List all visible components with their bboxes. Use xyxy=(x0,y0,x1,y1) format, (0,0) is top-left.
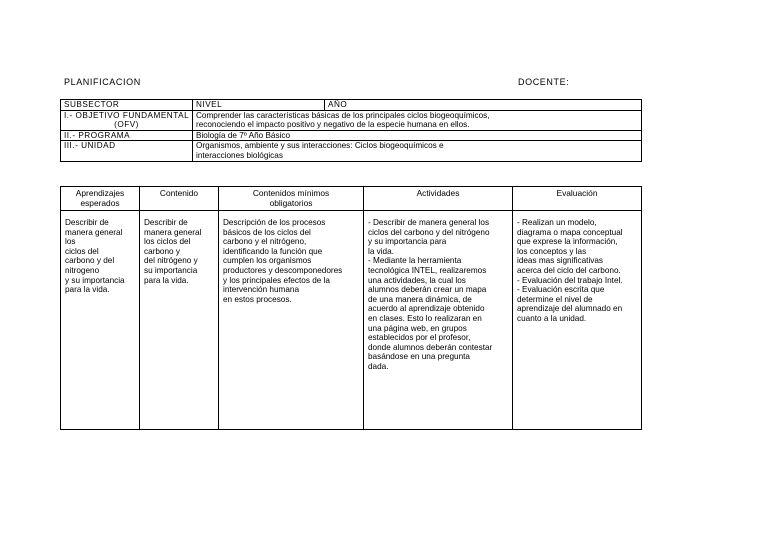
document-title: PLANIFICACION xyxy=(64,77,141,87)
objetivo-text-line1: Comprender las características básicas de los principales ciclos biogeoquímicos, xyxy=(196,110,490,120)
text-line: la vida. xyxy=(368,246,394,256)
text-line: manera general xyxy=(144,227,202,237)
info-row-subsector xyxy=(61,100,642,111)
text-line: diagrama o mapa conceptual xyxy=(517,227,623,237)
text-line: básicos de los ciclos del xyxy=(223,227,311,237)
text-line: manera general xyxy=(65,227,123,237)
objetivo-label-line1: I.- OBJETIVO FUNDAMENTAL xyxy=(64,110,190,120)
info-row-programa xyxy=(61,130,642,141)
unidad-text-line1: Organismos, ambiente y sus interacciones: Ciclos biogeoquímicos e xyxy=(196,141,444,151)
planning-header-row xyxy=(61,187,642,211)
header-line: Evaluación xyxy=(556,188,598,198)
text-line: cumplen los organismos xyxy=(223,256,312,266)
text-line: establecidos por el profesor, xyxy=(368,333,471,343)
text-line: carbono y del xyxy=(65,256,115,266)
header-evaluacion xyxy=(513,187,642,211)
text-line: identificando la función que xyxy=(223,246,323,256)
header-actividades xyxy=(364,187,513,211)
anio-cell: AÑO xyxy=(325,100,642,111)
text-line: para la vida. xyxy=(65,285,110,295)
text-line: carbono y xyxy=(144,246,180,256)
text-line: los ciclos del xyxy=(144,237,191,247)
text-line: tecnológica INTEL, realizaremos xyxy=(368,265,487,275)
info-row-unidad xyxy=(61,141,642,161)
text-line: ciclos del carbono y del nitrógeno xyxy=(368,227,490,237)
planning-table xyxy=(60,186,642,430)
info-row-objetivo xyxy=(61,110,642,130)
text-line: en clases. Esto lo realizaran en xyxy=(368,313,482,323)
cell-contenidos-minimos xyxy=(219,211,364,430)
text-line: y su importancia xyxy=(65,275,125,285)
text-line: nitrogeno xyxy=(65,265,100,275)
nivel-cell: NIVEL xyxy=(193,100,325,111)
text-line: dada. xyxy=(368,361,389,371)
text-line: carbono y el nitrógeno, xyxy=(223,237,307,247)
text-line: en estos procesos. xyxy=(223,294,292,304)
text-line: del nitrógeno y xyxy=(144,256,198,266)
cell-aprendizajes xyxy=(61,211,140,430)
header-line: Contenido xyxy=(159,188,199,198)
text-line: - Evaluación escrita que xyxy=(517,285,605,295)
text-line: ciclos del xyxy=(65,246,99,256)
text-line: - Evaluación del trabajo Intel. xyxy=(517,275,623,285)
unidad-label: III.- UNIDAD xyxy=(61,141,193,161)
text-line: los xyxy=(65,237,76,247)
text-line: ideas mas significativas xyxy=(517,256,604,266)
subsector-cell: SUBSECTOR xyxy=(61,100,193,111)
text-line: intervención humana xyxy=(223,285,300,295)
text-line: determine el nivel de xyxy=(517,294,593,304)
header-line: Actividades xyxy=(416,188,460,198)
text-line: aprendizaje del alumnado en xyxy=(517,304,623,314)
text-line: alumnos deberán crear un mapa xyxy=(368,285,487,295)
cell-evaluacion xyxy=(513,211,642,430)
text-line: basándose en una pregunta xyxy=(368,352,470,362)
programa-text: Biología de 7º Año Básico xyxy=(193,130,642,141)
text-line: donde alumnos deberán contestar xyxy=(368,342,493,352)
text-line: que exprese la información, xyxy=(517,237,618,247)
text-line: acerca del ciclo del carbono. xyxy=(517,265,621,275)
planning-body-row xyxy=(61,211,642,430)
text-line: acuerdo al aprendizaje obtenido xyxy=(368,304,485,314)
text-line: cuanto a la unidad. xyxy=(517,313,587,323)
docente-label: DOCENTE: xyxy=(518,77,570,87)
info-table xyxy=(60,99,642,162)
objetivo-text-line2: reconociendo el impacto positivo y negativo de la especie humana en ellos. xyxy=(196,120,470,130)
header-aprendizajes xyxy=(61,187,140,211)
text-line: una actividades, la cual los xyxy=(368,275,466,285)
text-line: para la vida. xyxy=(144,275,189,285)
cell-actividades xyxy=(364,211,513,430)
text-line: su importancia xyxy=(144,265,198,275)
objetivo-label-line2: (OFV) xyxy=(114,120,139,130)
text-line: y su importancia para xyxy=(368,237,447,247)
header-contenido xyxy=(140,187,219,211)
text-line: - Describir de manera general los xyxy=(368,218,490,227)
text-line: de una manera dinámica, de xyxy=(368,294,472,304)
text-line: productores y descomponedores xyxy=(223,265,343,275)
text-line: Descripción de los procesos xyxy=(223,218,326,227)
text-line: - Realizan un modelo, xyxy=(517,218,597,227)
header-line: Contenidos mínimos xyxy=(252,188,330,198)
header-contenidos-minimos xyxy=(219,187,364,211)
unidad-text xyxy=(193,141,642,161)
text-line: - Mediante la herramienta xyxy=(368,256,462,266)
header-line: Aprendizajes xyxy=(75,188,125,198)
text-line: y los principales efectos de la xyxy=(223,275,330,285)
header-line: esperados xyxy=(80,198,120,208)
unidad-text-line2: interacciones biológicas xyxy=(196,150,283,160)
text-line: una página web, en grupos xyxy=(368,323,467,333)
cell-contenido xyxy=(140,211,219,430)
objetivo-text xyxy=(193,110,642,130)
text-line: Describir de xyxy=(65,218,109,227)
text-line: Describir de xyxy=(144,218,188,227)
programa-label: II.- PROGRAMA xyxy=(61,130,193,141)
header-line: obligatorios xyxy=(269,198,313,208)
text-line: los conceptos y las xyxy=(517,246,587,256)
objetivo-label xyxy=(61,110,193,130)
